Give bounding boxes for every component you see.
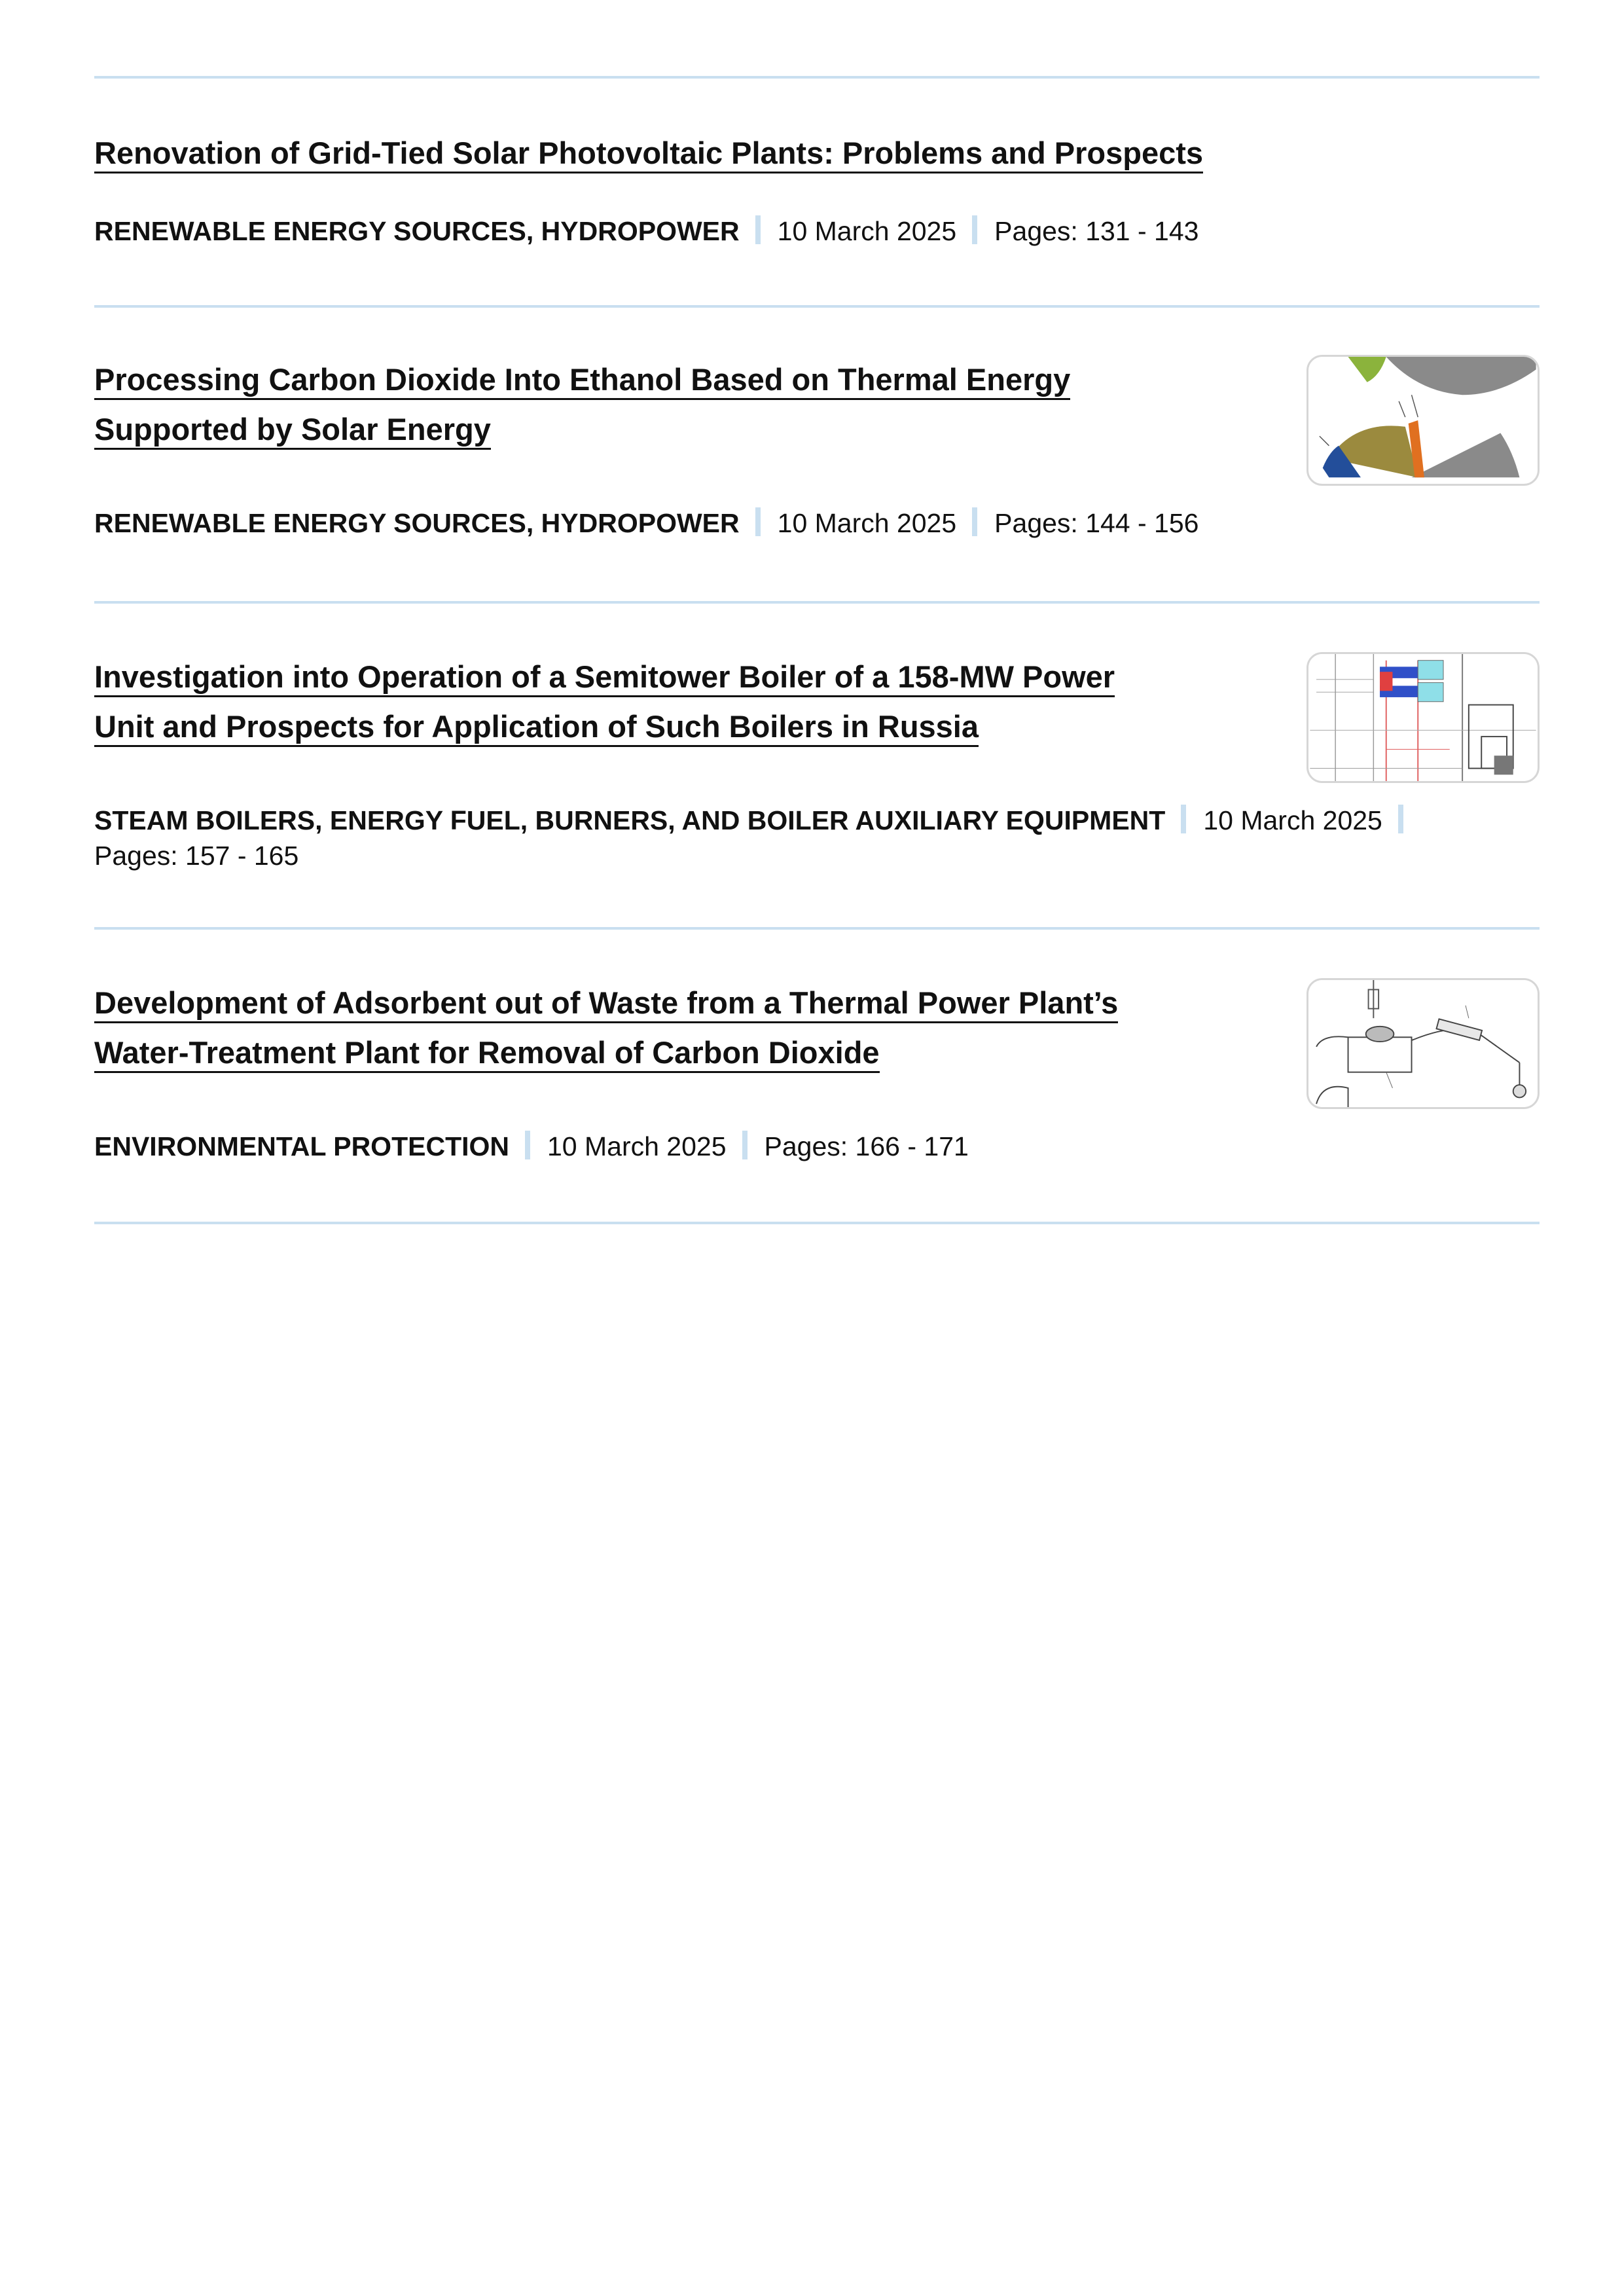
meta-separator xyxy=(755,215,761,244)
article-title-line: Renovation of Grid-Tied Solar Photovoltaic Plants: Problems and Prospects xyxy=(94,136,1204,170)
article-meta xyxy=(94,1129,969,1164)
divider xyxy=(94,927,1540,930)
article-meta xyxy=(94,213,1198,249)
article-title-line: Investigation into Operation of a Semitower Boiler of a 158-MW Power xyxy=(94,659,1115,694)
article-meta xyxy=(94,803,1540,873)
meta-separator xyxy=(742,1131,748,1159)
pie-chart-thumbnail-image xyxy=(1308,357,1538,484)
article-item xyxy=(94,128,1540,272)
meta-separator xyxy=(972,215,977,244)
boiler-schematic-thumbnail-image xyxy=(1308,654,1538,781)
article-title-link[interactable] xyxy=(94,412,491,450)
article-title-link[interactable] xyxy=(94,136,1203,173)
article-title-link[interactable] xyxy=(94,659,1115,697)
article-thumbnail[interactable] xyxy=(1307,978,1540,1109)
article-title-line: Development of Adsorbent out of Waste from a Thermal Power Plant’s xyxy=(94,985,1119,1020)
article-date: 10 March 2025 xyxy=(547,1131,727,1161)
article-meta xyxy=(94,505,1198,541)
article-date: 10 March 2025 xyxy=(777,216,957,246)
article-section-link[interactable]: ENVIRONMENTAL PROTECTION xyxy=(94,1131,509,1161)
apparatus-diagram-thumbnail-image xyxy=(1308,980,1538,1107)
article-pages: Pages: 131 - 143 xyxy=(994,216,1199,246)
meta-separator xyxy=(525,1131,530,1159)
article-title-link[interactable] xyxy=(94,1035,880,1073)
article-pages: Pages: 144 - 156 xyxy=(994,508,1199,538)
article-title-line: Water-Treatment Plant for Removal of Carbon Dioxide xyxy=(94,1035,880,1070)
article-title-link[interactable] xyxy=(94,709,979,747)
article-title-line: Supported by Solar Energy xyxy=(94,412,491,446)
article-title-link[interactable] xyxy=(94,362,1070,400)
divider xyxy=(94,1222,1540,1224)
divider xyxy=(94,305,1540,308)
article-title-line: Unit and Prospects for Application of Such Boilers in Russia xyxy=(94,709,979,744)
article-date: 10 March 2025 xyxy=(777,508,957,538)
article-title xyxy=(94,355,1070,454)
divider xyxy=(94,76,1540,79)
article-item xyxy=(94,978,1540,1188)
article-section-link[interactable]: RENEWABLE ENERGY SOURCES, HYDROPOWER xyxy=(94,216,740,246)
article-thumbnail[interactable] xyxy=(1307,652,1540,783)
meta-separator xyxy=(1181,805,1186,833)
article-title-link[interactable] xyxy=(94,985,1118,1023)
divider xyxy=(94,601,1540,604)
article-item xyxy=(94,652,1540,888)
article-title xyxy=(94,652,1115,752)
article-thumbnail[interactable] xyxy=(1307,355,1540,486)
article-title xyxy=(94,128,1203,178)
article-pages: Pages: 166 - 171 xyxy=(764,1131,969,1161)
meta-separator xyxy=(972,507,977,536)
meta-separator xyxy=(755,507,761,536)
article-title-line: Processing Carbon Dioxide Into Ethanol Based on Thermal Energy xyxy=(94,362,1071,397)
article-title xyxy=(94,978,1118,1078)
article-date: 10 March 2025 xyxy=(1203,805,1382,835)
meta-separator xyxy=(1398,805,1403,833)
article-item xyxy=(94,355,1540,564)
article-section-link[interactable]: STEAM BOILERS, ENERGY FUEL, BURNERS, AND BOILER AUXILIARY EQUIPMENT xyxy=(94,805,1166,835)
article-pages: Pages: 157 - 165 xyxy=(94,841,299,871)
article-section-link[interactable]: RENEWABLE ENERGY SOURCES, HYDROPOWER xyxy=(94,508,740,538)
